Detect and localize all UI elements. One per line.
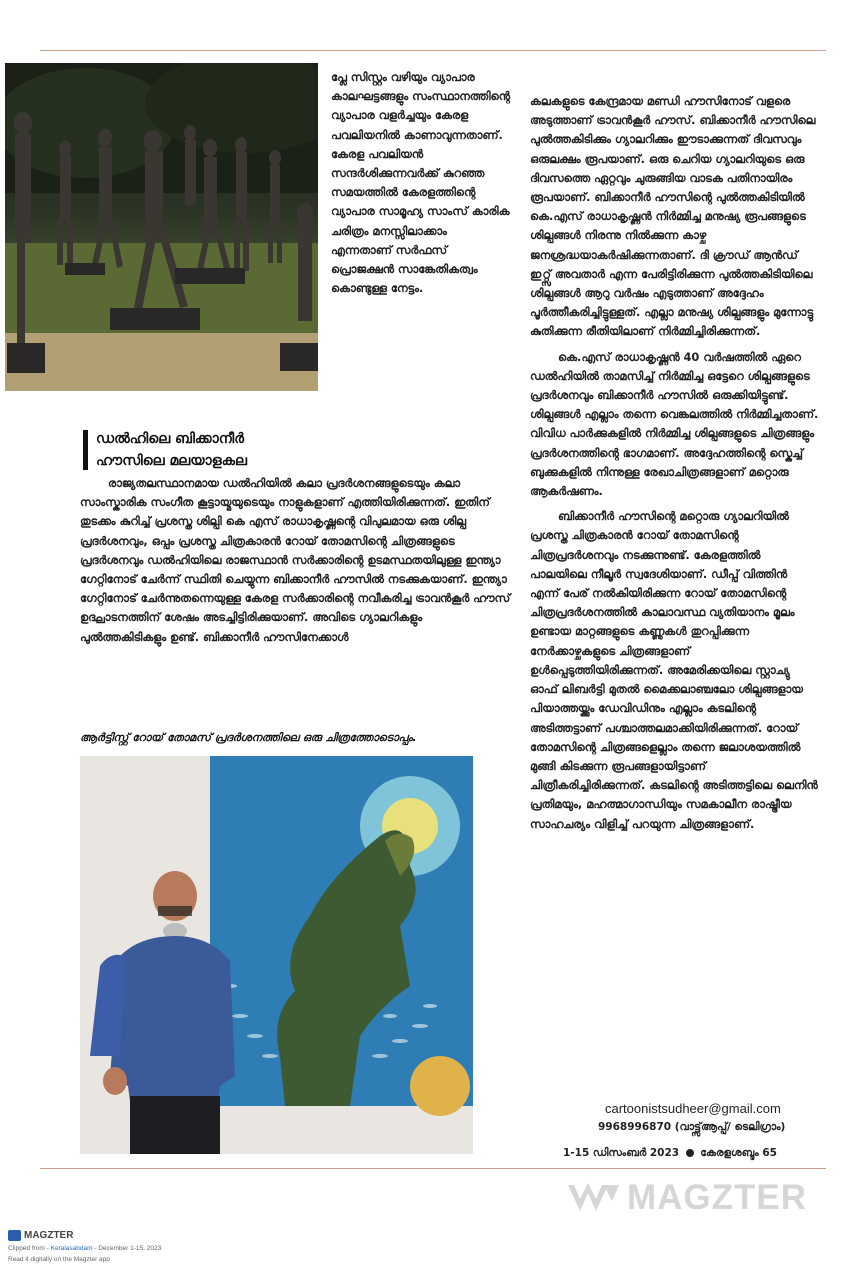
watermark-text: MAGZTER xyxy=(627,1178,808,1217)
magazine-name: കേരളശബ്ദം xyxy=(700,1147,759,1159)
clipped-from-line xyxy=(8,1245,161,1252)
photo-caption: ആർട്ടിസ്റ്റ് റോയ് തോമസ് പ്രദർശനത്തിലെ ഒരു ചിത്രത്തോടൊപ്പം. xyxy=(80,731,417,744)
headline-line-1: ഡൽഹിലെ ബിക്കാനീർ xyxy=(96,431,244,447)
sculpture-photo xyxy=(5,63,318,391)
mid-column-paragraph: പ്ലേ സിസ്റ്റം വഴിയും വ്യാപാര കാലഘട്ടങ്ങളും സംസ്ഥാനത്തിന്റെ വ്യാപാര വളർച്ചയും കേരള പവലിയനിൽ കാണാവുന്നതാണ്. കേരള പവലിയൻ സന്ദർശിക്കുന്നവർക്ക് കുറഞ്ഞ സമയത്തിൽ കേരളത്തിന്റെ വ്യാപാര സാമൂഹ്യ സാംസ് കാരിക ചരിത്രം മനസ്സിലാക്കാം എന്നതാണ് സർഫസ് പ്രൊജക്ഷൻ സാങ്കേതികത്വം കൊണ്ടുള്ള നേട്ടം. xyxy=(331,70,511,296)
magzter-logo-icon xyxy=(566,1181,621,1215)
mid-column-text xyxy=(331,68,511,298)
right-paragraph-1: കലകളുടെ കേന്ദ്രമായ മണ്ഡി ഹൗസിനോട് വളരെ അടുത്താണ് ട്രാവൻകൂർ ഹൗസ്. ബിക്കാനീർ ഹൗസിലെ പുൽത്തകിടിക്കും ഗ്യാലറിക്കും ഈടാക്കുന്നത് ദിവസവും ഒരുലക്ഷം രൂപയാണ്. ഒരു ചെറിയ ഗ്യാലറിയുടെ ഒരു ദിവസത്തെ ഏറ്റവും ചുരുങ്ങിയ വാടക പതിനായിരം രൂപയാണ്. ബിക്കാനീർ ഹൗസിന്റെ പുൽത്തകിടിയിൽ കെ.എസ് രാധാകൃഷ്ണൻ നിർമ്മിച്ച മനുഷ്യ രൂപങ്ങളുടെ ശില്പങ്ങൾ നിരന്നു നിൽക്കുന്ന കാഴ്ച ജനശ്രദ്ധയാകർഷിക്കുന്നതാണ്. ദി ക്രൗഡ് ആൻഡ് ഇറ്റ്സ് അവതാർ എന്ന പേരിട്ടിരിക്കുന്ന പുൽത്തകിടിയിലെ ശില്പങ്ങൾ ആറു വർഷം എടുത്താണ് അദ്ദേഹം പൂർത്തീകരിച്ചിട്ടുള്ളത്. എല്ലാ മനുഷ്യ ശില്പങ്ങളും മുന്നോട്ടു കുതിക്കുന്ന രീതിയിലാണ് നിർമ്മിച്ചിരിക്കുന്നത്. xyxy=(530,94,816,339)
headline-line-2: ഹൗസിലെ മലയാളകല xyxy=(96,453,247,469)
clip-footer xyxy=(8,1230,161,1263)
right-paragraph-3: ബിക്കാനീർ ഹൗസിന്റെ മറ്റൊരു ഗ്യാലറിയിൽ പ്രശസ്ത ചിത്രകാരൻ റോയ് തോമസിന്റെ ചിത്രപ്രദർശനവും നടക്കുന്നുണ്ട്. കേരളത്തിൽ പാലയിലെ നീലൂർ സ്വദേശിയാണ്. ഡീപ്പ് വിത്തിൻ എന്ന് പേര് നൽകിയിരിക്കുന്ന റോയ് തോമസിന്റെ ചിത്രപ്രദർശനത്തിൽ കാലാവസ്ഥ വ്യതിയാനം മൂലം ഉണ്ടായ മാറ്റങ്ങളുടെ കണ്ണുകൾ തുറപ്പിക്കുന്ന നേർക്കാഴ്ചകളുടെ ചിത്രങ്ങളാണ് ഉൾപ്പെടുത്തിയിരിക്കുന്നത്. അമേരിക്കയിലെ സ്റ്റാച്യു ഓഫ് ലിബർട്ടി മുതൽ മൈക്കലാഞ്ചലോ ശില്പങ്ങളായ പിയാത്തയ്ക്കും ഡേവിഡിനും എല്ലാം കടലിന്റെ അടിത്തട്ടാണ് പശ്ചാത്തലമാക്കിയിരിക്കുന്നത്. റോയ് തോമസിന്റെ ചിത്രങ്ങളെല്ലാം തന്നെ ജലാശയത്തിൽ മുങ്ങി കിടക്കുന്ന രൂപങ്ങളായിട്ടാണ് ചിത്രീകരിച്ചിരിക്കുന്നത്. കടലിന്റെ അടിത്തട്ടിലെ ലെനിൻ പ്രതിമയും, മഹത്മാഗാന്ധിയും സമകാലീന രാഷ്ട്രീയ സാഹചര്യം വിളിച്ച് പറയുന്ന ചിത്രങ്ങളാണ്. xyxy=(530,509,818,831)
headline-marker xyxy=(83,430,88,470)
top-rule xyxy=(40,50,826,51)
clip-source-link[interactable]: Keralasabdam xyxy=(50,1245,93,1252)
page-number: 65 xyxy=(762,1147,777,1159)
left-paragraph: രാജ്യതലസ്ഥാനമായ ഡൽഹിയിൽ കലാ പ്രദർശനങ്ങളുടെയും കലാ സാംസ്കാരിക സംഗീത കൂട്ടായ്മയുടെയും നാളുകളാണ് എത്തിയിരിക്കുന്നത്. ഇതിന് തുടക്കം കുറിച്ച് പ്രശസ്ത ശില്പി കെ എസ് രാധാകൃഷ്ണന്റെ വിപുലമായ ഒരു ശില്പ പ്രദർശനവും, ഒപ്പം പ്രശസ്ത ചിത്രകാരൻ റോയ് തോമസിന്റെ ചിത്രങ്ങളുടെ പ്രദർശനവും ഡൽഹിയിലെ രാജസ്ഥാൻ സർക്കാരിന്റെ ഉടമസ്ഥതയിലുള്ള ഇന്ത്യാ ഗേറ്റിനോട് ചേർന്ന് സ്ഥിതി ചെയ്യുന്ന ബിക്കാനീർ ഹൗസിൽ നടക്കുകയാണ്. ഇന്ത്യാ ഗേറ്റിനോട് ചേർന്നുതന്നെയുള്ള കേരള സർക്കാരിന്റെ നവീകരിച്ച ട്രാവൻകൂർ ഹൗസ് ഉദ്ഘാടനത്തിന് ശേഷം അടച്ചിട്ടിരിക്കുയാണ്. അവിടെ ഗ്യാലറികളും പുൽത്തകിടികളും ഉണ്ട്. ബിക്കാനീർ ഹൗസിനേക്കാൾ xyxy=(80,476,511,644)
right-paragraph-2: കെ.എസ് രാധാകൃഷ്ണൻ 40 വർഷത്തിൽ ഏറെ ഡൽഹിയിൽ താമസിച്ച് നിർമ്മിച്ച ഒട്ടേറെ ശില്പങ്ങളുടെ പ്രദർശനവും ബിക്കാനീർ ഹൗസിൽ ഒരുക്കിയിട്ടുണ്ട്. ശില്പങ്ങൾ എല്ലാം തന്നെ വെങ്കലത്തിൽ നിർമ്മിച്ചതാണ്. വിവിധ പാർക്കുകളിൽ നിർമ്മിച്ച ശില്പങ്ങളുടെ ചിത്രങ്ങളും പ്രദർശനത്തിന്റെ ഭാഗമാണ്. അദ്ദേഹത്തിന്റെ സ്കെച്ച് ബുക്കുകളിൽ നിന്നുള്ള രേഖാചിത്രങ്ങളാണ് മറ്റൊരു ആകർഷണം. xyxy=(530,349,819,499)
clip-brand-text: MAGZTER xyxy=(24,1230,74,1241)
clipped-suffix: - December 1-15, 2023 xyxy=(92,1245,162,1252)
left-column-text xyxy=(80,474,512,647)
article-headline xyxy=(96,428,416,472)
author-email[interactable]: cartoonistsudheer@gmail.com xyxy=(605,1101,781,1116)
artist-photo xyxy=(80,756,473,1154)
magzter-small-logo-icon xyxy=(8,1230,21,1241)
issue-date: 1-15 ഡിസംബർ 2023 xyxy=(563,1147,680,1159)
read-digitally-line: Read it digitally on the Magzter app xyxy=(8,1256,110,1263)
author-phone: 9968996870 (വാട്ട്സ്ആപ്പ്/ ടെലിഗ്രാം) xyxy=(598,1121,786,1133)
clip-brand xyxy=(8,1230,161,1241)
right-column xyxy=(530,92,820,840)
bottom-rule xyxy=(40,1168,826,1169)
magzter-watermark xyxy=(566,1176,841,1220)
issue-footer xyxy=(563,1147,777,1160)
clipped-prefix: Clipped from - xyxy=(8,1245,51,1252)
footer-bullet-icon xyxy=(686,1149,694,1157)
